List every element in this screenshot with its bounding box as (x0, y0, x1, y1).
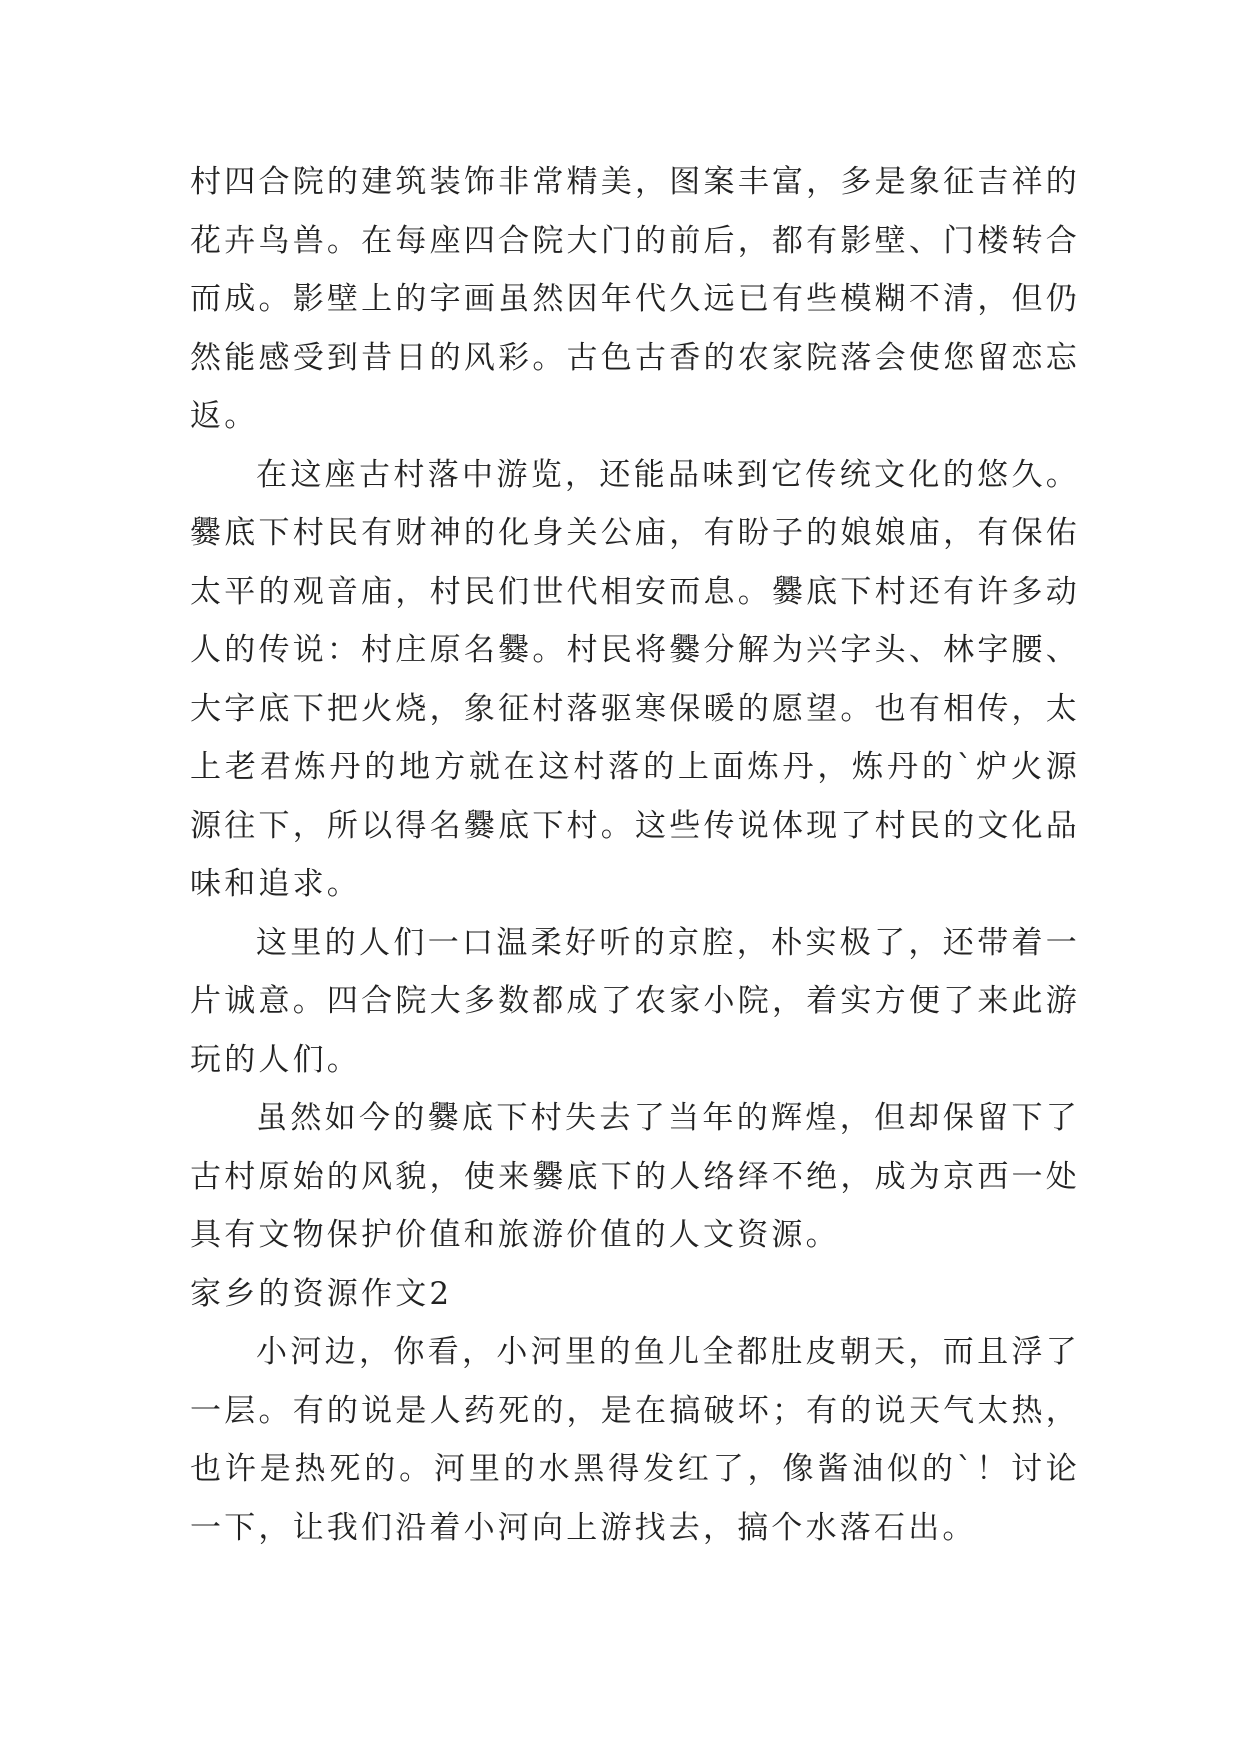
paragraph-culture: 在这座古村落中游览，还能品味到它传统文化的悠久。爨底下村民有财神的化身关公庙，有盼子的娘娘庙，有保佑太平的观音庙，村民们世代相安而息。爨底下村还有许多动人的传说：村庄原名爨。村民将爨分解为兴字头、林字腰、大字底下把火烧，象征村落驱寒保暖的愿望。也有相传，太上老君炼丹的地方就在这村落的上面炼丹，炼丹的`炉火源源往下，所以得名爨底下村。这些传说体现了村民的文化品味和追求。 (190, 456, 1080, 902)
paragraph-river: 小河边，你看，小河里的鱼儿全都肚皮朝天，而且浮了一层。有的说是人药死的，是在搞破坏；有的说天气太热，也许是热死的。河里的水黑得发红了，像酱油似的`！讨论一下，让我们沿着小河向上游找去，搞个水落石出。 (190, 1334, 1080, 1546)
paragraph-continuation: 村四合院的建筑装饰非常精美，图案丰富，多是象征吉祥的花卉鸟兽。在每座四合院大门的前后，都有影壁、门楼转合而成。影壁上的字画虽然因年代久远已有些模糊不清，但仍然能感受到昔日的风彩。古色古香的农家院落会使您留恋忘返。 (190, 164, 1080, 434)
document-body (190, 153, 1080, 1557)
paragraph-conclusion: 虽然如今的爨底下村失去了当年的辉煌，但却保留下了古村原始的风貌，使来爨底下的人络绎不绝，成为京西一处具有文物保护价值和旅游价值的人文资源。 (190, 1100, 1080, 1253)
paragraph-people: 这里的人们一口温柔好听的京腔，朴实极了，还带着一片诚意。四合院大多数都成了农家小院，着实方便了来此游玩的人们。 (190, 924, 1080, 1078)
section-heading: 家乡的资源作文2 (190, 1275, 453, 1312)
